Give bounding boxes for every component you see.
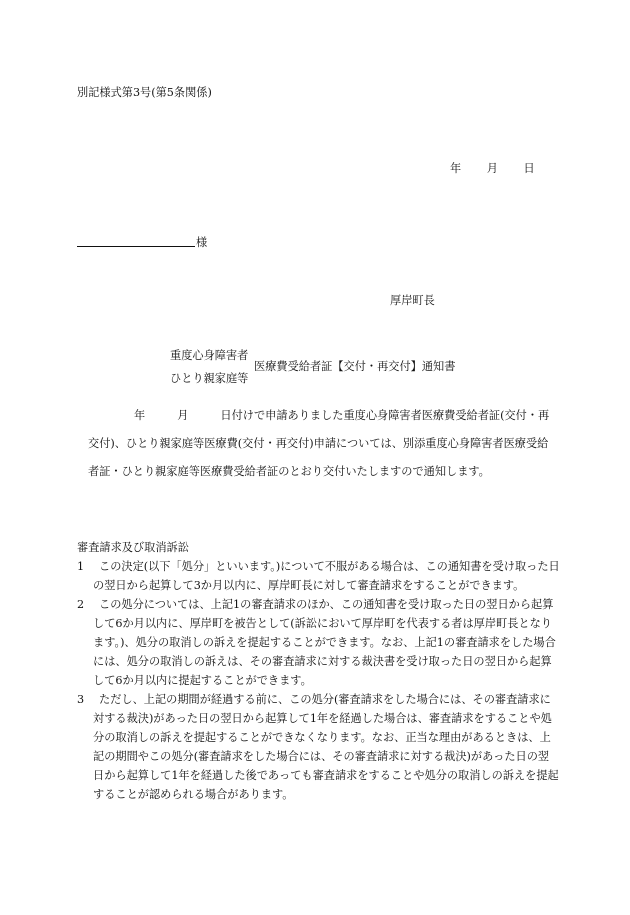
appeal-item-text: この処分については、上記1の審査請求のほか、この通知書を受け取った日の翌日から起算して6か月以内に、厚岸町を被告として(訴訟において厚岸町を代表する者は厚岸町長となります。)、処分の取消しの訴えを提起することができます。なお、上記1の審査請求をした場合には、処分の取消しの訴えは、その審査請求に対する裁決書を受け取った日の翌日から起算して6か月以内に提起することができます。	[93, 598, 556, 687]
appeal-item-number: 2	[77, 598, 85, 611]
date-month-label: 月	[486, 162, 498, 175]
date-year-label: 年	[450, 162, 462, 175]
title-option-disabled: 重度心身障害者	[170, 349, 249, 362]
sender-name: 厚岸町長	[390, 294, 435, 307]
appeal-item	[77, 595, 560, 690]
body-month-label: 月	[177, 409, 189, 422]
appeal-item-text: ただし、上記の期間が経過する前に、この処分(審査請求をした場合には、その審査請求に対する裁決)があった日の翌日から起算して1年を経過した場合は、審査請求をすることや処分の取消しの訴えを提起することができなくなります。なお、正当な理由があるときは、上記の期間やこの処分(審査請求をした場合には、その審査請求に対する裁決)があった日の翌日から起算して1年を経過した後であっても審査請求をすることや処分の取消しの訴えを提起することが認められる場合があります。	[93, 693, 559, 801]
appeal-item	[77, 690, 560, 804]
appeal-item-number: 3	[77, 693, 85, 706]
appeal-section	[77, 539, 560, 804]
body-year-label: 年	[134, 409, 146, 422]
date-day-label: 日	[523, 162, 535, 175]
body-text: 日付けで申請ありました重度心身障害者医療費受給者証(交付・再交付)、ひとり親家庭等医療費(交付・再交付)申請については、別添重度心身障害者医療受給者証・ひとり親家庭等医療費受給者証のとおり交付いたしますので通知します。	[88, 409, 550, 478]
appeal-heading: 審査請求及び取消訴訟	[77, 541, 189, 554]
appeal-item-number: 1	[77, 560, 85, 573]
form-number: 別記様式第3号(第5条関係)	[77, 86, 212, 99]
appeal-item	[77, 557, 560, 595]
date-line	[450, 160, 557, 176]
addressee-honorific: 様	[196, 236, 208, 249]
addressee-blank-line	[77, 233, 195, 247]
appeal-item-text: この決定(以下「処分」といいます。)について不服がある場合は、この通知書を受け取った日の翌日から起算して3か月以内に、厚岸町長に対して審査請求をすることができます。	[93, 560, 560, 592]
title-option-single-parent: ひとり親家庭等	[170, 372, 249, 385]
notice-body	[88, 402, 558, 486]
document-title: 医療費受給者証【交付・再交付】通知書	[254, 360, 456, 373]
